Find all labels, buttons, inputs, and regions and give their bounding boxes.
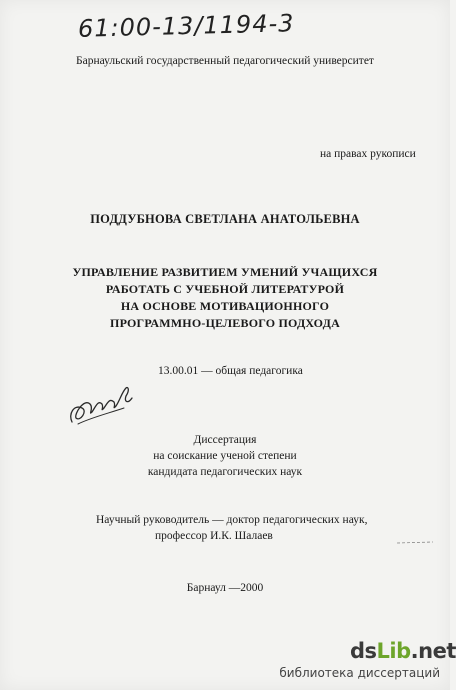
scientific-adviser-name: профессор И.К. Шалаев bbox=[155, 530, 273, 542]
watermark-subtitle: библиотека диссертаций bbox=[279, 666, 440, 680]
scientific-adviser-line: Научный руководитель — доктор педагогических наук, bbox=[96, 514, 368, 526]
handwritten-signature bbox=[66, 378, 136, 434]
city-and-year: Барнаул —2000 bbox=[186, 582, 264, 594]
university-name: Барнаульский государственный педагогический университет bbox=[76, 55, 374, 67]
dslib-watermark-logo bbox=[350, 639, 456, 663]
handwritten-catalog-code: 61:00-13/1194-3 bbox=[77, 9, 295, 43]
degree-line: на соискание ученой степени bbox=[153, 450, 297, 462]
logo-part: Lib bbox=[376, 639, 411, 663]
title-line: НА ОСНОВЕ МОТИВАЦИОННОГО bbox=[120, 299, 330, 313]
dissertation-degree-block bbox=[0, 432, 450, 480]
manuscript-rights-note: на правах рукописи bbox=[320, 148, 416, 160]
degree-line: кандидата педагогических наук bbox=[147, 466, 303, 478]
title-line: ПРОГРАММНО-ЦЕЛЕВОГО ПОДХОДА bbox=[110, 316, 340, 330]
logo-part: .net bbox=[410, 639, 456, 663]
author-name: ПОДДУБНОВА СВЕТЛАНА АНАТОЛЬЕВНА bbox=[90, 212, 360, 226]
title-line: РАБОТАТЬ С УЧЕБНОЙ ЛИТЕРАТУРОЙ bbox=[105, 282, 345, 296]
logo-part: ds bbox=[350, 639, 377, 663]
specialty-code: 13.00.01 — общая педагогика bbox=[158, 365, 303, 377]
degree-line: Диссертация bbox=[193, 434, 257, 446]
title-line: УПРАВЛЕНИЕ РАЗВИТИЕМ УМЕНИЙ УЧАЩИХСЯ bbox=[72, 265, 378, 279]
scan-stray-mark bbox=[395, 538, 435, 548]
dissertation-title bbox=[0, 264, 450, 332]
